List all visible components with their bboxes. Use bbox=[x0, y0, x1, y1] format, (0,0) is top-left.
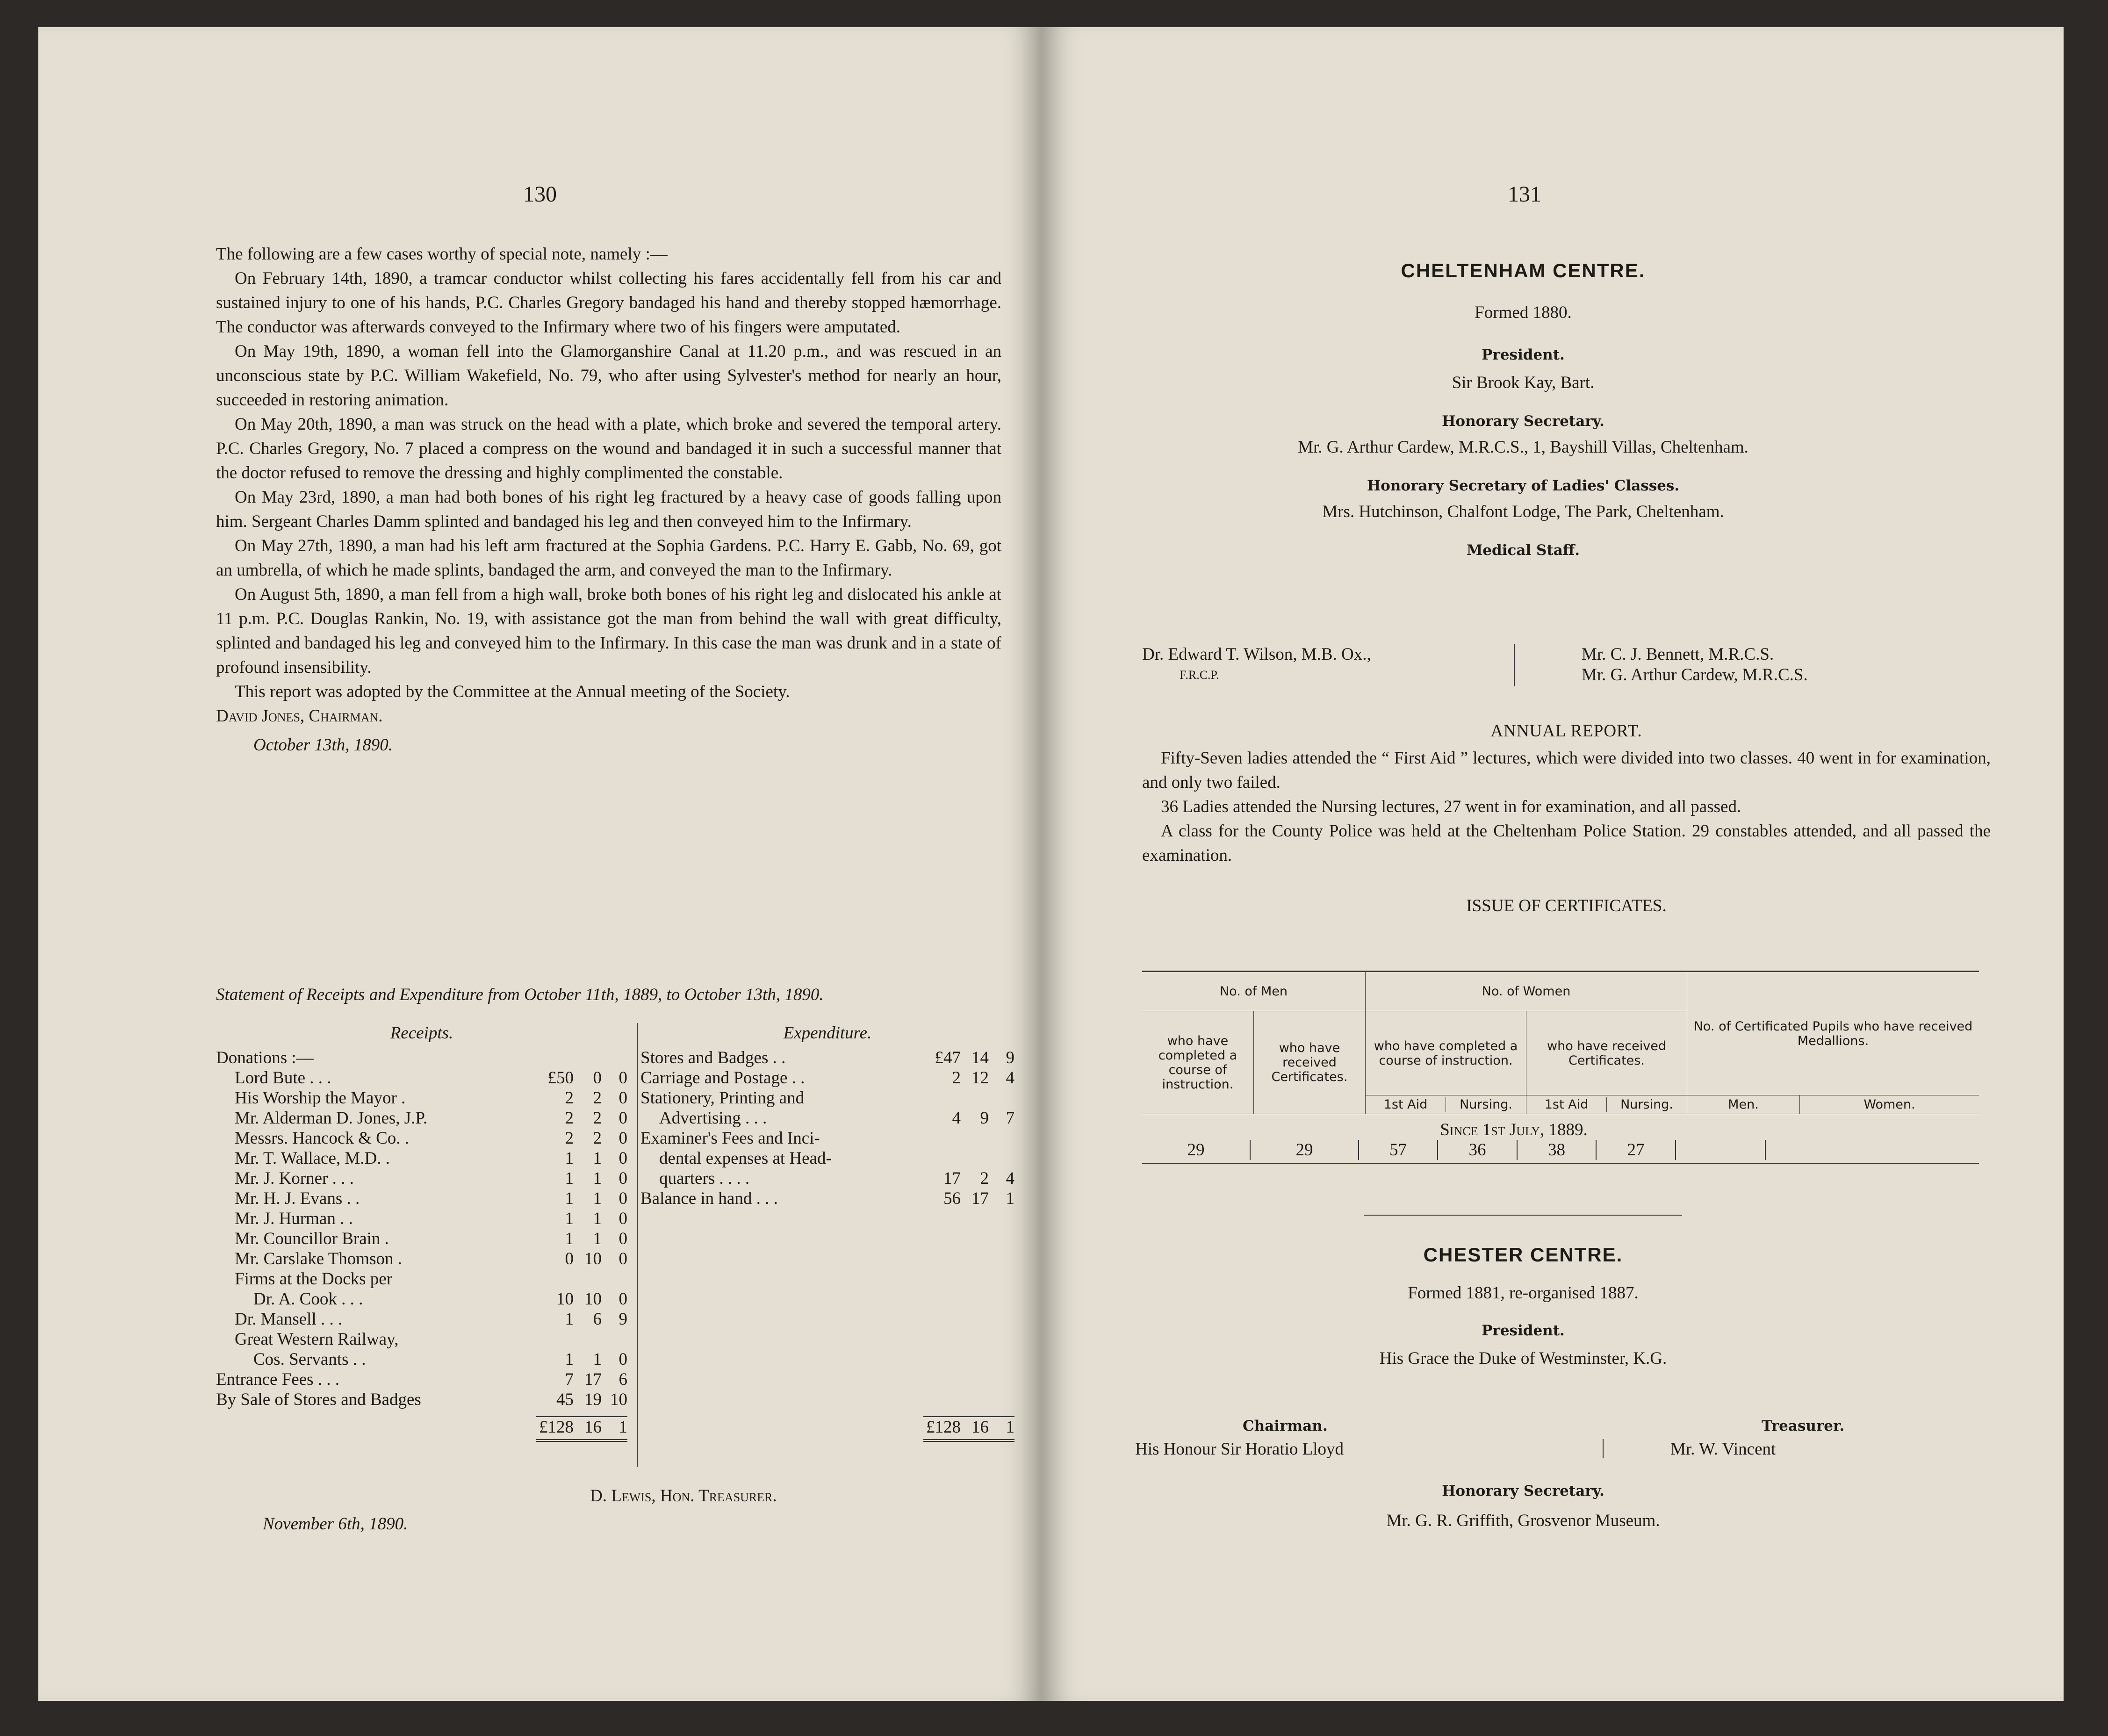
ledger-pence: 0 bbox=[619, 1229, 627, 1248]
ledger-shillings: 10 bbox=[584, 1249, 602, 1268]
ledger-shillings: 10 bbox=[584, 1289, 602, 1309]
ledger-pounds: 1 bbox=[565, 1229, 574, 1248]
president-name: His Grace the Duke of Westminster, K.G. bbox=[1379, 1349, 1667, 1368]
hon-sec-label: Honorary Secretary. bbox=[1442, 1483, 1604, 1499]
value-women-received-first-aid: 38 bbox=[1517, 1140, 1596, 1160]
ledger-pounds: 45 bbox=[556, 1390, 574, 1409]
men-completed-header: who have completed a course of instruction. bbox=[1142, 1011, 1254, 1114]
ledger-pence: 0 bbox=[619, 1129, 627, 1148]
sub-1st-aid: 1st Aid bbox=[1544, 1097, 1589, 1112]
men-header: No. of Men bbox=[1142, 972, 1366, 1011]
certificates-table bbox=[1142, 971, 1979, 1114]
ledger-label: Mr. J. Korner . . . bbox=[235, 1169, 354, 1188]
president-name: Sir Brook Kay, Bart. bbox=[1452, 373, 1595, 392]
chairman-signature: David Jones, Chairman. bbox=[216, 706, 383, 726]
ledger-row bbox=[640, 1128, 1014, 1148]
annual-report bbox=[1142, 719, 1991, 918]
ledger-row bbox=[216, 1249, 627, 1269]
ledger-pence: 0 bbox=[619, 1088, 627, 1108]
total-shillings: 16 bbox=[971, 1418, 989, 1437]
ledger-pence: 0 bbox=[619, 1350, 627, 1369]
chairman-label: Chairman. bbox=[1243, 1418, 1328, 1434]
column-divider bbox=[1514, 644, 1515, 686]
ledger-spacer bbox=[216, 1416, 536, 1442]
ledger-row bbox=[640, 1088, 1014, 1108]
ledger-pence: 0 bbox=[619, 1209, 627, 1228]
ledger-pounds: 0 bbox=[565, 1249, 574, 1268]
certificates-title: ISSUE OF CERTIFICATES. bbox=[1466, 896, 1667, 915]
ledger-label: Balance in hand . . . bbox=[640, 1189, 778, 1208]
medical-staff-right: Mr. C. J. Bennett, M.R.C.S. bbox=[1582, 645, 1774, 664]
ledger-row bbox=[216, 1229, 627, 1249]
ledger-pounds: 1 bbox=[565, 1209, 574, 1228]
ledger-row bbox=[216, 1128, 627, 1148]
case-notes bbox=[216, 242, 1001, 757]
ledger-row bbox=[216, 1068, 627, 1088]
total-shillings: 16 bbox=[584, 1418, 602, 1437]
ledger-shillings: 6 bbox=[593, 1310, 602, 1329]
adoption-paragraph: This report was adopted by the Committee at the Annual meeting of the Society. bbox=[235, 682, 790, 701]
statement-date: November 6th, 1890. bbox=[263, 1514, 408, 1534]
ledger-pounds: 2 bbox=[565, 1129, 574, 1148]
ledger-pounds: 1 bbox=[565, 1149, 574, 1168]
ledger-shillings: 1 bbox=[593, 1149, 602, 1168]
ledger-label: Stationery, Printing and bbox=[640, 1088, 805, 1108]
column-divider bbox=[1603, 1439, 1604, 1458]
left-page bbox=[38, 27, 1042, 1701]
total-pence: 1 bbox=[1006, 1418, 1014, 1437]
formed-date: Formed 1881, re-organised 1887. bbox=[1408, 1283, 1639, 1303]
ledger-shillings: 2 bbox=[593, 1088, 602, 1108]
ledger-pounds: 1 bbox=[565, 1169, 574, 1188]
report-paragraph: Fifty-Seven ladies attended the “ First Aid ” lectures, which were divided into two classes. 40 went in for examination, and only two failed. bbox=[1142, 749, 1991, 792]
ledger-shillings: 0 bbox=[593, 1068, 602, 1088]
chester-secretary bbox=[1126, 1479, 1921, 1533]
ledger-shillings bbox=[574, 1048, 602, 1068]
ledger-shillings: 2 bbox=[980, 1169, 989, 1188]
total-pounds: £128 bbox=[539, 1418, 574, 1437]
ledger-row bbox=[216, 1209, 627, 1229]
ledger-spacer bbox=[640, 1416, 923, 1442]
ledger-shillings bbox=[961, 1128, 989, 1148]
ledger-label: Messrs. Hancock & Co. . bbox=[235, 1129, 410, 1148]
value-women-completed-nursing: 36 bbox=[1437, 1140, 1517, 1160]
ledger-pence: 7 bbox=[1006, 1109, 1014, 1128]
ledger-pence bbox=[989, 1128, 1014, 1148]
ledger-pounds bbox=[923, 1088, 961, 1108]
ledger-label: Entrance Fees . . . bbox=[216, 1370, 340, 1389]
ledger-label: Firms at the Docks per bbox=[235, 1269, 393, 1289]
president-label: President. bbox=[1482, 346, 1565, 363]
ledger-pounds: 2 bbox=[565, 1109, 574, 1128]
ledger-row bbox=[216, 1148, 627, 1168]
page-number: 130 bbox=[523, 182, 557, 207]
ledger-shillings: 12 bbox=[971, 1068, 989, 1088]
ledger-row bbox=[216, 1108, 627, 1128]
ledger-shillings: 2 bbox=[593, 1109, 602, 1128]
medallions-header: No. of Certificated Pupils who have received Medallions. bbox=[1687, 972, 1979, 1095]
ledger-row bbox=[216, 1329, 627, 1349]
ladies-sec-label: Honorary Secretary of Ladies' Classes. bbox=[1367, 477, 1680, 494]
women-completed-sub bbox=[1366, 1095, 1526, 1114]
ledger-label: Advertising . . . bbox=[659, 1109, 767, 1128]
ledger-pence: 9 bbox=[619, 1310, 627, 1329]
expenditure-heading: Expenditure. bbox=[783, 1023, 872, 1043]
ledger-shillings: 19 bbox=[584, 1390, 602, 1409]
case-paragraph: On May 20th, 1890, a man was struck on the head with a plate, which broke and severed the temporal artery. P.C. Charles Gregory, No. 7 placed a compress on the wound and bandaged it in such a successful manner that the doctor refused to remove the dressing and highly complimented the constable. bbox=[216, 415, 1001, 483]
total-pence: 1 bbox=[619, 1418, 627, 1437]
report-date: October 13th, 1890. bbox=[253, 735, 393, 755]
ledger-shillings: 1 bbox=[593, 1169, 602, 1188]
expenditure-total bbox=[923, 1416, 1014, 1442]
ledger-pence: 10 bbox=[610, 1390, 627, 1409]
ledger-shillings: 1 bbox=[593, 1189, 602, 1208]
ladies-sec-name: Mrs. Hutchinson, Chalfont Lodge, The Park, Cheltenham. bbox=[1322, 502, 1724, 521]
ledger-label: dental expenses at Head- bbox=[659, 1149, 832, 1168]
certificates-values-row bbox=[1142, 1140, 1979, 1164]
women-header: No. of Women bbox=[1366, 972, 1687, 1011]
ledger-label: His Worship the Mayor . bbox=[235, 1088, 406, 1108]
medical-staff-left: Dr. Edward T. Wilson, M.B. Ox., bbox=[1142, 645, 1371, 664]
ledger-pence: 0 bbox=[619, 1189, 627, 1208]
expenditure-column bbox=[603, 1023, 1014, 1442]
hon-sec-name: Mr. G. R. Griffith, Grosvenor Museum. bbox=[1386, 1511, 1660, 1530]
treasurer-signature: D. Lewis, Hon. Treasurer. bbox=[590, 1486, 777, 1505]
ledger-label: Mr. Councillor Brain . bbox=[235, 1229, 389, 1248]
receipts-total-row bbox=[216, 1416, 627, 1442]
ledger-pence: 0 bbox=[619, 1149, 627, 1168]
women-received-header: who have received Certificates. bbox=[1526, 1011, 1687, 1095]
ledger-row bbox=[216, 1189, 627, 1209]
certificates-table-wrap bbox=[1142, 971, 1979, 1164]
ledger-pence: 4 bbox=[1006, 1068, 1014, 1088]
ledger-pence: 0 bbox=[619, 1068, 627, 1088]
case-paragraph: On May 23rd, 1890, a man had both bones of his right leg fractured by a heavy case of goods falling upon him. Sergeant Charles Damm splinted and bandaged his leg and then conveyed him to the Infirmary. bbox=[216, 488, 1001, 531]
total-pounds: £128 bbox=[926, 1418, 961, 1437]
ledger-pounds: 1 bbox=[565, 1350, 574, 1369]
ledger-row bbox=[216, 1369, 627, 1390]
value-men-received: 29 bbox=[1250, 1140, 1358, 1160]
ledger-pence: 0 bbox=[619, 1289, 627, 1309]
intro-paragraph: The following are a few cases worthy of special note, namely :— bbox=[216, 245, 668, 264]
ledger-pounds: 1 bbox=[565, 1189, 574, 1208]
sub-women: Women. bbox=[1799, 1095, 1979, 1114]
value-women-completed-first-aid: 57 bbox=[1358, 1140, 1437, 1160]
ledger-pounds: 4 bbox=[952, 1109, 961, 1128]
ledger-pence: 0 bbox=[619, 1249, 627, 1268]
chairman-name: His Honour Sir Horatio Lloyd bbox=[1135, 1440, 1344, 1459]
ledger-shillings bbox=[574, 1329, 602, 1349]
ledger-label: Stores and Badges . . bbox=[640, 1048, 786, 1067]
ledger-row bbox=[640, 1168, 1014, 1189]
ledger-pounds bbox=[923, 1128, 961, 1148]
ledger-pence: 0 bbox=[619, 1109, 627, 1128]
ledger-label: Lord Bute . . . bbox=[235, 1068, 331, 1088]
hon-sec-label: Honorary Secretary. bbox=[1442, 413, 1604, 430]
ledger-pence: 9 bbox=[1006, 1048, 1014, 1067]
centre-title: CHELTENHAM CENTRE. bbox=[1401, 259, 1646, 281]
ledger-pence bbox=[989, 1088, 1014, 1108]
ledger-label: Mr. Carslake Thomson . bbox=[235, 1249, 402, 1268]
value-women-received-nursing: 27 bbox=[1596, 1140, 1675, 1160]
ledger-pence bbox=[989, 1148, 1014, 1168]
report-paragraph: 36 Ladies attended the Nursing lectures, 27 went in for examination, and all passed. bbox=[1161, 797, 1741, 816]
ledger-label: By Sale of Stores and Badges bbox=[216, 1390, 421, 1409]
ledger-row bbox=[216, 1390, 627, 1410]
ledger-row bbox=[216, 1048, 627, 1068]
ledger-pounds: 10 bbox=[556, 1289, 574, 1309]
women-received-sub bbox=[1526, 1095, 1687, 1114]
ledger-label: Mr. T. Wallace, M.D. . bbox=[235, 1149, 390, 1168]
medical-staff-right: Mr. G. Arthur Cardew, M.R.C.S. bbox=[1582, 665, 1808, 684]
ledger-label: Examiner's Fees and Inci- bbox=[640, 1129, 820, 1148]
page-number: 131 bbox=[1508, 182, 1541, 207]
ledger-shillings: 1 bbox=[593, 1229, 602, 1248]
treasurer-label: Treasurer. bbox=[1762, 1418, 1845, 1434]
receipts-heading: Receipts. bbox=[390, 1023, 453, 1043]
women-completed-header: who have completed a course of instruction. bbox=[1366, 1011, 1526, 1095]
formed-date: Formed 1880. bbox=[1475, 303, 1572, 322]
ledger-shillings bbox=[961, 1148, 989, 1168]
ledger-pounds: £47 bbox=[935, 1048, 961, 1067]
ledger-pounds: 17 bbox=[943, 1169, 961, 1188]
ledger-row bbox=[216, 1168, 627, 1189]
chester-section bbox=[1126, 1243, 1921, 1371]
ledger-pounds bbox=[536, 1269, 574, 1289]
ledger-pounds bbox=[536, 1048, 574, 1068]
hon-sec-name: Mr. G. Arthur Cardew, M.R.C.S., 1, Bayshill Villas, Cheltenham. bbox=[1298, 438, 1748, 457]
ledger-pence: 1 bbox=[1006, 1189, 1014, 1208]
right-page bbox=[1042, 27, 2064, 1701]
ledger-row bbox=[640, 1189, 1014, 1209]
expenditure-total-row bbox=[640, 1416, 1014, 1442]
ledger-row bbox=[640, 1148, 1014, 1168]
ledger-row bbox=[216, 1289, 627, 1309]
ledger-pounds: 56 bbox=[943, 1189, 961, 1208]
receipts-column bbox=[216, 1023, 627, 1442]
president-label: President. bbox=[1482, 1322, 1565, 1339]
case-paragraph: On May 27th, 1890, a man had his left arm fractured at the Sophia Gardens. P.C. Harry E. Gabb, No. 69, got an umbrella, of which he made splints, bandaged the arm, and conveyed the man to the Infirmary. bbox=[216, 536, 1001, 580]
ledger-label: Great Western Railway, bbox=[235, 1330, 399, 1349]
ledger-shillings bbox=[961, 1088, 989, 1108]
treasurer-name: Mr. W. Vincent bbox=[1670, 1440, 1776, 1459]
medical-staff-label: Medical Staff. bbox=[1466, 542, 1580, 559]
ledger-label: Mr. J. Hurman . . bbox=[235, 1209, 353, 1228]
ledger-shillings: 17 bbox=[971, 1189, 989, 1208]
case-paragraph: On August 5th, 1890, a man fell from a high wall, broke both bones of his right leg and dislocated his ankle at 11 p.m. P.C. Douglas Rankin, No. 19, with assistance got the man from behind the wall with great difficulty, splinted and bandaged his leg and conveyed him to the Infirmary. In this case the man was drunk and in a state of profound insensibility. bbox=[216, 585, 1001, 677]
ledger-pounds: 2 bbox=[565, 1088, 574, 1108]
report-title: ANNUAL REPORT. bbox=[1490, 721, 1642, 741]
medical-staff-left-qual: F.R.C.P. bbox=[1180, 668, 1219, 682]
ledger-row bbox=[640, 1108, 1014, 1128]
ledger-shillings: 14 bbox=[971, 1048, 989, 1067]
ledger-pounds: £50 bbox=[547, 1068, 574, 1088]
statement-title: Statement of Receipts and Expenditure from October 11th, 1889, to October 13th, 1890. bbox=[216, 985, 824, 1004]
ledger-pence: 4 bbox=[1006, 1169, 1014, 1188]
report-paragraph: A class for the County Police was held at the Cheltenham Police Station. 29 constables attended, and all passed the examination. bbox=[1142, 821, 1991, 865]
value-medallions-men bbox=[1675, 1140, 1765, 1160]
ledger-row bbox=[216, 1088, 627, 1108]
ledger-pounds bbox=[536, 1329, 574, 1349]
ledger-pounds: 7 bbox=[565, 1370, 574, 1389]
sub-men: Men. bbox=[1687, 1095, 1800, 1114]
ledger-shillings: 17 bbox=[584, 1370, 602, 1389]
value-medallions-women bbox=[1765, 1140, 1979, 1160]
value-men-completed: 29 bbox=[1187, 1140, 1205, 1160]
ledger-shillings: 9 bbox=[980, 1109, 989, 1128]
ledger-label: Dr. A. Cook . . . bbox=[253, 1289, 363, 1309]
ledger-row bbox=[216, 1269, 627, 1289]
ledger-pounds: 2 bbox=[952, 1068, 961, 1088]
case-paragraph: On February 14th, 1890, a tramcar conductor whilst collecting his fares accidentally fell from his car and sustained injury to one of his hands, P.C. Charles Gregory bandaged his hand and thereby stopped hæmorrhage. The conductor was afterwards conveyed to the Infirmary where two of his fingers were amputated. bbox=[216, 269, 1001, 337]
ledger-row bbox=[640, 1068, 1014, 1088]
ledger-pence: 0 bbox=[619, 1169, 627, 1188]
ledger-label: quarters . . . . bbox=[659, 1169, 750, 1188]
ledger-pounds bbox=[923, 1148, 961, 1168]
cheltenham-section bbox=[1126, 259, 1921, 562]
since-date: Since 1st July, 1889. bbox=[1440, 1120, 1588, 1139]
men-received-header: who have received Certificates. bbox=[1254, 1011, 1366, 1114]
ledger-label: Donations :— bbox=[216, 1048, 314, 1067]
section-divider bbox=[1364, 1215, 1682, 1216]
ledger-shillings: 2 bbox=[593, 1129, 602, 1148]
ledger-shillings: 1 bbox=[593, 1350, 602, 1369]
ledger-label: Dr. Mansell . . . bbox=[235, 1310, 343, 1329]
ledger-shillings: 1 bbox=[593, 1209, 602, 1228]
ledger-label: Mr. Alderman D. Jones, J.P. bbox=[235, 1109, 428, 1128]
centre-title: CHESTER CENTRE. bbox=[1423, 1244, 1623, 1266]
sub-1st-aid: 1st Aid bbox=[1383, 1097, 1428, 1112]
ledger-pence: 6 bbox=[619, 1370, 627, 1389]
ledger-row bbox=[216, 1309, 627, 1329]
ledger-shillings bbox=[574, 1269, 602, 1289]
ledger-row bbox=[216, 1349, 627, 1369]
ledger-label: Carriage and Postage . . bbox=[640, 1068, 805, 1088]
sub-nursing: Nursing. bbox=[1606, 1097, 1687, 1112]
case-paragraph: On May 19th, 1890, a woman fell into the Glamorganshire Canal at 11.20 p.m., and was rescued in an unconscious state by P.C. William Wakefield, No. 79, who after using Sylvester's method for nearly an hour, succeeded in restoring animation. bbox=[216, 342, 1001, 410]
ledger-label: Cos. Servants . . bbox=[253, 1350, 366, 1369]
sub-nursing: Nursing. bbox=[1446, 1097, 1526, 1112]
ledger-label: Mr. H. J. Evans . . bbox=[235, 1189, 360, 1208]
ledger-pounds: 1 bbox=[565, 1310, 574, 1329]
ledger-row bbox=[640, 1048, 1014, 1068]
